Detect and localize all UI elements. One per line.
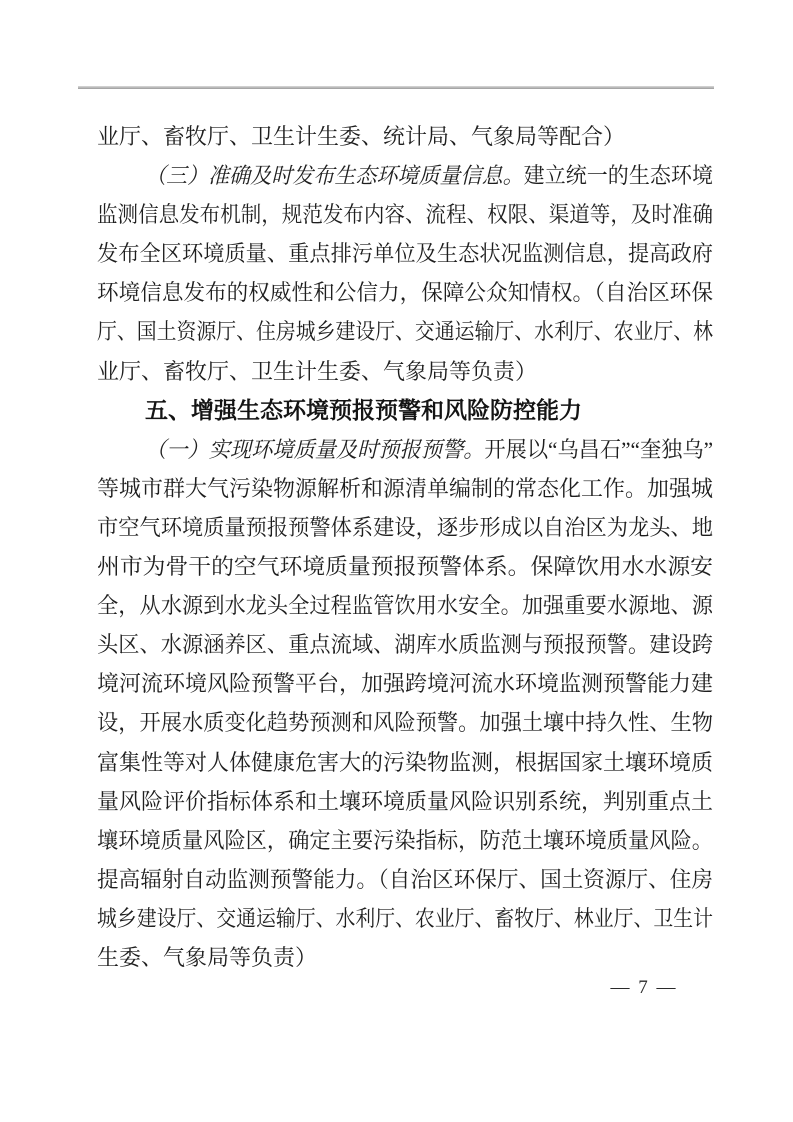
text-run: 壤环境质量风险区，确定主要污染指标，防范土壤环境质量风险。 [97,827,713,853]
text-line [97,743,713,782]
text-line [97,938,713,977]
text-line [97,860,713,899]
text-line [97,156,713,195]
emphasis-run: （三）准确及时发布生态环境质量信息。 [145,163,524,189]
text-run: 业厅、畜牧厅、卫生计生委、统计局、气象局等配合） [97,124,626,149]
header-rule [78,86,714,89]
text-run: 等城市群大气污染物源解析和源清单编制的常态化工作。加强城 [97,475,713,501]
text-run: 境河流环境风险预警平台，加强跨境河流水环境监测预警能力建 [97,671,713,697]
text-run: 建立统一的生态环境 [523,163,713,189]
text-run: 提高辐射自动监测预警能力。（自治区环保厅、国土资源厅、住房 [97,866,713,892]
text-line [97,625,713,664]
text-run: 业厅、畜牧厅、卫生计生委、气象局等负责） [97,358,538,384]
text-line [97,469,713,508]
text-run: 州市为骨干的空气环境质量预报预警体系。保障饮用水水源安 [97,554,713,580]
text-run: 全，从水源到水龙头全过程监管饮用水安全。加强重要水源地、源 [97,593,713,619]
text-line [97,782,713,821]
text-line [97,312,713,351]
document-body [97,117,713,977]
text-run: 厅、国土资源厅、住房城乡建设厅、交通运输厅、水利厅、农业厅、林 [97,319,713,345]
text-line [97,664,713,703]
text-run: 城乡建设厅、交通运输厅、水利厅、农业厅、畜牧厅、林业厅、卫生计 [97,905,713,931]
text-line [97,899,713,938]
text-line [97,508,713,547]
text-run: 设，开展水质变化趋势预测和风险预警。加强土壤中持久性、生物 [97,710,713,736]
page-number: — 7 — [610,977,676,998]
text-line [97,352,713,391]
text-line [97,821,713,860]
text-line [97,586,713,625]
text-line [97,234,713,273]
text-run: 五、增强生态环境预报预警和风险防控能力 [145,396,582,423]
text-run: 富集性等对人体健康危害大的污染物监测，根据国家土壤环境质 [97,749,713,775]
text-run: 市空气环境质量预报预警体系建设，逐步形成以自治区为龙头、地 [97,514,713,540]
text-run: 生委、气象局等负责） [97,944,318,970]
text-line [97,273,713,312]
text-run: 监测信息发布机制，规范发布内容、流程、权限、渠道等，及时准确 [97,202,713,228]
text-line [97,430,713,469]
text-line [97,195,713,234]
text-line [97,703,713,742]
text-run: 开展以“乌昌石”“奎独乌” [484,436,713,462]
text-line [97,117,713,156]
text-run: 头区、水源涵养区、重点流域、湖库水质监测与预报预警。建设跨 [97,632,713,658]
section-heading [97,391,713,430]
emphasis-run: （一）实现环境质量及时预报预警。 [145,436,485,462]
text-line [97,547,713,586]
text-run: 量风险评价指标体系和土壤环境质量风险识别系统，判别重点土 [97,788,713,814]
text-run: 环境信息发布的权威性和公信力，保障公众知情权。（自治区环保 [97,280,713,306]
text-run: 发布全区环境质量、重点排污单位及生态状况监测信息，提高政府 [97,241,713,267]
